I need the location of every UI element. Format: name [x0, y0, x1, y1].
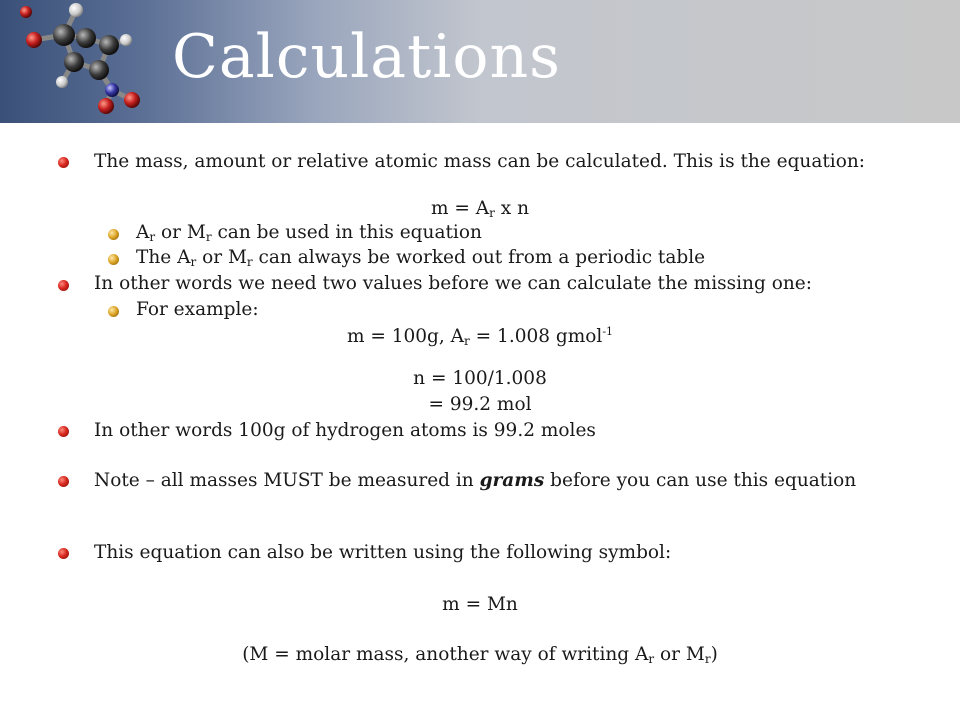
- red-sphere-bullet-icon: [58, 476, 69, 487]
- slide-header: [0, 0, 960, 123]
- red-sphere-bullet-icon: [58, 548, 69, 559]
- gold-sphere-bullet-icon: [108, 229, 119, 240]
- bullet-text-symbol: This equation can also be written using the following symbol:: [94, 542, 672, 563]
- bullet-text-two-values: In other words we need two values before we can calculate the missing one:: [94, 273, 812, 294]
- bullet-text-hydrogen-moles: In other words 100g of hydrogen atoms is 99.2 moles: [94, 420, 596, 441]
- molecule-model-icon: [14, 0, 154, 118]
- slide-title: Calculations: [172, 22, 561, 92]
- red-sphere-bullet-icon: [58, 280, 69, 291]
- example-result: = 99.2 mol: [428, 394, 532, 415]
- subbullet-for-example: For example:: [136, 299, 259, 320]
- red-sphere-bullet-icon: [58, 426, 69, 437]
- equation-m-mn: m = Mn: [442, 594, 518, 615]
- bullet-text-grams-note: Note – all masses MUST be measured in grams before you can use this equation: [94, 470, 857, 491]
- molar-mass-definition: (M = molar mass, another way of writing $A_r$ or $M_r$): [242, 644, 718, 666]
- equation-m-ar-n: $m = A_r$ x n: [430, 198, 530, 220]
- red-sphere-bullet-icon: [58, 157, 69, 168]
- gold-sphere-bullet-icon: [108, 306, 119, 317]
- subbullet-ar-mr-usage: $A_r$ or $M_r$ can be used in this equation: [136, 222, 482, 244]
- gold-sphere-bullet-icon: [108, 254, 119, 265]
- subbullet-periodic-table: The $A_r$ or $M_r$ can always be worked out from a periodic table: [136, 247, 706, 269]
- example-given-values: m = 100g, $A_r = 1.008$ gmol$^{-1}$: [346, 325, 614, 348]
- example-calculation: n = 100/1.008: [413, 368, 547, 389]
- bullet-text-mass-amount: The mass, amount or relative atomic mass can be calculated. This is the equation:: [94, 151, 865, 172]
